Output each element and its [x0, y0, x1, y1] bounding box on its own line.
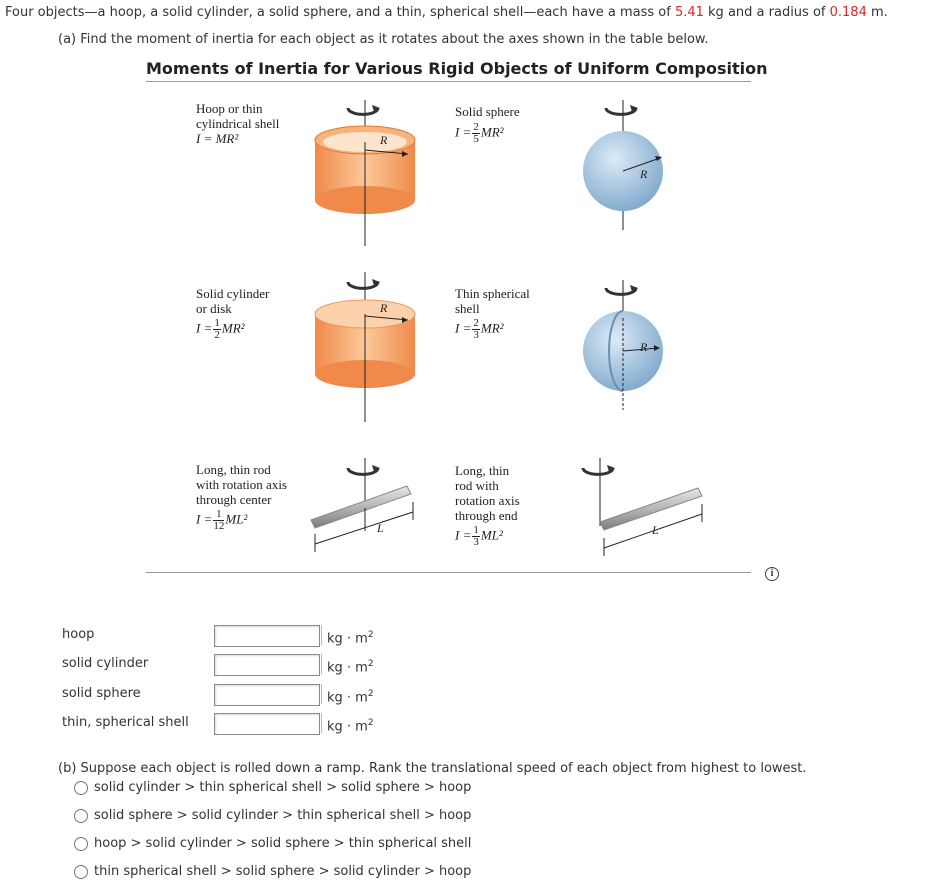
option-radio-4[interactable]: [74, 865, 88, 879]
solid-cylinder-answer-input[interactable]: [214, 654, 320, 676]
solid-cylinder-formula: I = $\frac{1}{2}$ MR²: [196, 317, 245, 341]
option-label-4[interactable]: thin spherical shell > solid sphere > solid cylinder > hoop: [94, 864, 472, 879]
svg-text:L: L: [377, 521, 384, 535]
thin-shell-figure: [570, 278, 680, 413]
solid-cylinder-description: Solid cylinder or disk I = $\frac{1}{2}$ MR²: [196, 286, 270, 341]
rod-end-formula: I = $\frac{1}{3}$ ML²: [455, 524, 503, 548]
radius-value: 0.184: [829, 5, 867, 20]
hoop-figure: [300, 98, 430, 248]
rod-center-description: Long, thin rod with rotation axis through center I = $\frac{1}{12}$ ML²: [196, 462, 287, 532]
hoop-units: kg · $m^2$: [321, 625, 374, 645]
solid-sphere-description: Solid sphere I = $\frac{2}{5}$ MR²: [455, 104, 520, 145]
svg-text:R: R: [640, 340, 648, 354]
hoop-formula: I = MR²: [196, 131, 239, 146]
thin-shell-description: Thin spherical shell I = $\frac{2}{3}$ MR²: [455, 286, 530, 341]
rod-end-description: Long, thin rod with rotation axis through end I = $\frac{1}{3}$ ML²: [455, 463, 520, 548]
answer-label-hoop: hoop: [62, 627, 95, 642]
option-radio-3[interactable]: [74, 837, 88, 851]
rod-center-formula: I = $\frac{1}{12}$ ML²: [196, 508, 248, 532]
svg-text:R: R: [380, 133, 388, 147]
solid-sphere-formula: I = $\frac{2}{5}$ MR²: [455, 121, 504, 145]
thin-shell-formula: I = $\frac{2}{3}$ MR²: [455, 317, 504, 341]
table-title: Moments of Inertia for Various Rigid Objects of Uniform Composition: [146, 59, 768, 78]
thin-shell-answer-input[interactable]: [214, 713, 320, 735]
svg-text:R: R: [380, 301, 388, 315]
option-radio-2[interactable]: [74, 809, 88, 823]
part-b-prompt: (b) Suppose each object is rolled down a ramp. Rank the translational speed of each object from highest to lowest.: [58, 761, 807, 776]
hoop-answer-input[interactable]: [214, 625, 320, 647]
hoop-description: Hoop or thin cylindrical shell I = MR²: [196, 101, 280, 146]
svg-text:R: R: [640, 167, 648, 181]
option-label-2[interactable]: solid sphere > solid cylinder > thin spherical shell > hoop: [94, 808, 472, 823]
solid-cylinder-units: kg · $m^2$: [321, 654, 374, 674]
answer-label-solid-cylinder: solid cylinder: [62, 656, 149, 671]
answer-label-solid-sphere: solid sphere: [62, 686, 141, 701]
svg-text:L: L: [652, 523, 659, 537]
question-intro: Four objects—a hoop, a solid cylinder, a solid sphere, and a thin, spherical shell—each have a mass of 5.41 kg and a radius of 0.184 m.: [5, 5, 888, 20]
rod-center-figure: [305, 456, 425, 556]
solid-sphere-figure: [570, 98, 680, 233]
option-label-1[interactable]: solid cylinder > thin spherical shell > solid sphere > hoop: [94, 780, 472, 795]
rod-end-figure: [570, 456, 710, 556]
mass-value: 5.41: [674, 5, 704, 20]
option-radio-1[interactable]: [74, 781, 88, 795]
answer-label-thin-shell: thin, spherical shell: [62, 715, 189, 730]
solid-cylinder-figure: [300, 270, 430, 425]
solid-sphere-units: kg · $m^2$: [321, 684, 374, 704]
thin-shell-units: kg · $m^2$: [321, 713, 374, 733]
solid-sphere-answer-input[interactable]: [214, 684, 320, 706]
option-label-3[interactable]: hoop > solid cylinder > solid sphere > thin spherical shell: [94, 836, 472, 851]
info-icon[interactable]: i: [765, 567, 779, 581]
part-a-prompt: (a) Find the moment of inertia for each object as it rotates about the axes shown in the table below.: [58, 32, 709, 47]
table-bottom-divider: [146, 572, 751, 573]
title-divider: [146, 81, 751, 82]
